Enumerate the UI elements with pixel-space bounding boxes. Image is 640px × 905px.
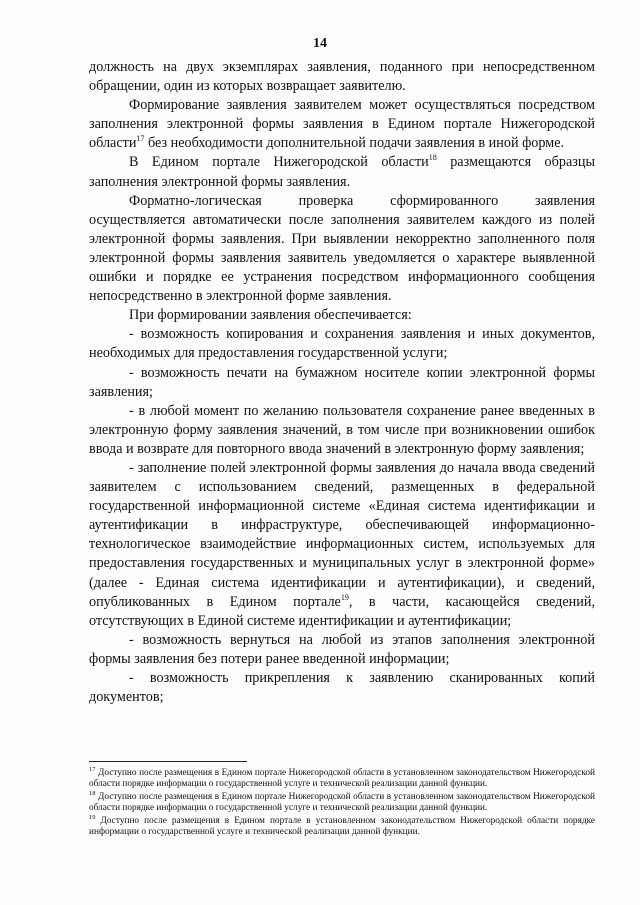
list-item: - возможность копирования и сохранения заявления и иных документов, необходимых для предоставления государственной услуги; <box>89 326 595 362</box>
footnotes <box>89 768 595 839</box>
body-text <box>89 58 595 707</box>
footnote-ref: 17 <box>136 134 145 144</box>
page-number: 14 <box>313 36 327 51</box>
footnote-ref: 19 <box>340 592 349 602</box>
paragraph: должность на двух экземплярах заявления, поданного при непосредственном обращении, один из которых возвращает заявителю. <box>89 59 595 95</box>
list-item: - заполнение полей электронной формы заявления до начала ввода сведений заявителем с использованием сведений, размещенных в федеральной государственной информационной системе «Единая система идентификации и аутентификации в инфраструктуре, обеспечивающей информационно-технологическое взаимодействие информационных систем, используемых для предоставления государственных и муниципальных услуг в электронной форме» (далее - Единая система идентификации и аутентификации), и сведений, опубликованных в Едином портале$^{19}$, в части, касающейся сведений, отсутствующих в Единой системе идентификации и аутентификации; <box>89 459 596 629</box>
list-item: - возможность вернуться на любой из этапов заполнения электронной формы заявления без потери ранее введенной информации; <box>89 631 595 667</box>
footnote: $^{18}$ Доступно после размещения в Едином портале Нижегородской области в установленном законодательством Нижегородской области порядке информации о государственной услуге и технической реализации данной функции. <box>89 789 595 814</box>
list-item: - возможность прикрепления к заявлению сканированных копий документов; <box>89 670 595 706</box>
paragraph: Формирование заявления заявителем может осуществляться посредством заполнения электронной формы заявления в Едином портале Нижегородской области$^{17}$ без необходимости дополнительной подачи заявления в иной форме. <box>89 97 595 152</box>
footnote: $^{17}$ Доступно после размещения в Едином портале Нижегородской области в установленном законодательством Нижегородской области порядке информации о государственной услуге и технической реализации данной функции. <box>89 766 595 790</box>
paragraph: При формировании заявления обеспечивается: <box>129 307 412 324</box>
list-item: - возможность печати на бумажном носителе копии электронной формы заявления; <box>89 364 595 400</box>
footnote-divider <box>89 761 247 762</box>
list-item: - в любой момент по желанию пользователя сохранение ранее введенных в электронную форму заявления значений, в том числе при возникновении ошибок ввода и возврате для повторного ввода значений в электронную форму заявления; <box>89 402 595 457</box>
paragraph: Форматно-логическая проверка сформированного заявления осуществляется автоматически после заполнения заявителем каждого из полей электронной формы заявления. При выявлении некорректно заполненного поля электронной формы заявления заявитель уведомляется о характере выявленной ошибки и порядке ее устранения посредством информационного сообщения непосредственно в электронной форме заявления. <box>89 192 595 305</box>
footnote: $^{19}$ Доступно после размещения в Едином портале в установленном законодательством Нижегородской области порядке информации о государственной услуге и технической реализации данной функции. <box>89 813 595 838</box>
footnote-ref: 18 <box>428 153 437 163</box>
paragraph: В Едином портале Нижегородской области$^{18}$ размещаются образцы заполнения электронной формы заявления. <box>89 153 595 190</box>
